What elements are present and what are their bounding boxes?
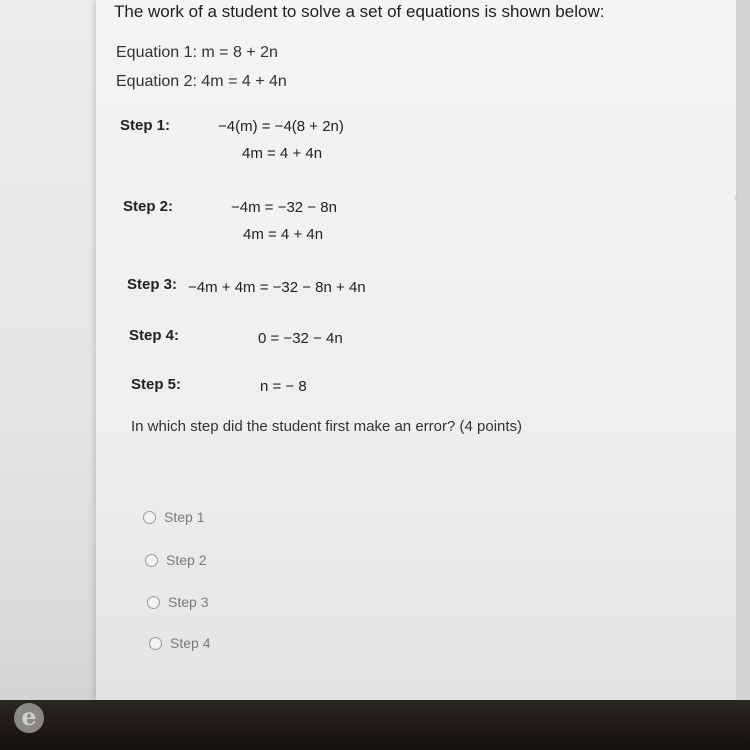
scroll-arrow-icon[interactable]: › [734,192,738,203]
equation-1: Equation 1: m = 8 + 2n [116,44,278,61]
step-2-label: Step 2: [123,198,174,215]
scroll-edge[interactable] [736,0,750,700]
internet-explorer-icon[interactable]: e [14,703,44,733]
step-4-label: Step 4: [129,327,180,344]
step-1-line-2: 4m = 4 + 4n [242,145,323,162]
radio-icon[interactable] [147,596,160,609]
step-1-line-1: −4(m) = −4(8 + 2n) [218,118,344,135]
option-label: Step 1 [164,509,205,525]
question-text: In which step did the student first make an error? (4 points) [131,418,523,435]
radio-icon[interactable] [149,637,162,650]
step-4-line-1: 0 = −32 − 4n [258,330,343,347]
step-5-label: Step 5: [131,376,182,393]
taskbar [0,700,750,750]
step-2-line-2: 4m = 4 + 4n [243,226,324,243]
option-step-1[interactable] [143,509,204,525]
step-3-line-1: −4m + 4m = −32 − 8n + 4n [188,279,366,296]
step-5-line-1: n = − 8 [260,378,307,395]
option-label: Step 2 [166,552,207,568]
option-step-2[interactable] [145,552,206,568]
radio-icon[interactable] [143,511,156,524]
option-step-3[interactable] [147,594,208,610]
option-step-4[interactable] [149,635,210,651]
step-3-label: Step 3: [127,276,178,293]
radio-icon[interactable] [145,554,158,567]
option-label: Step 3 [168,594,209,610]
step-2-line-1: −4m = −32 − 8n [231,199,337,216]
step-1-label: Step 1: [120,117,171,134]
problem-intro: The work of a student to solve a set of equations is shown below: [114,2,605,21]
equation-2: Equation 2: 4m = 4 + 4n [116,73,287,90]
option-label: Step 4 [170,635,211,651]
